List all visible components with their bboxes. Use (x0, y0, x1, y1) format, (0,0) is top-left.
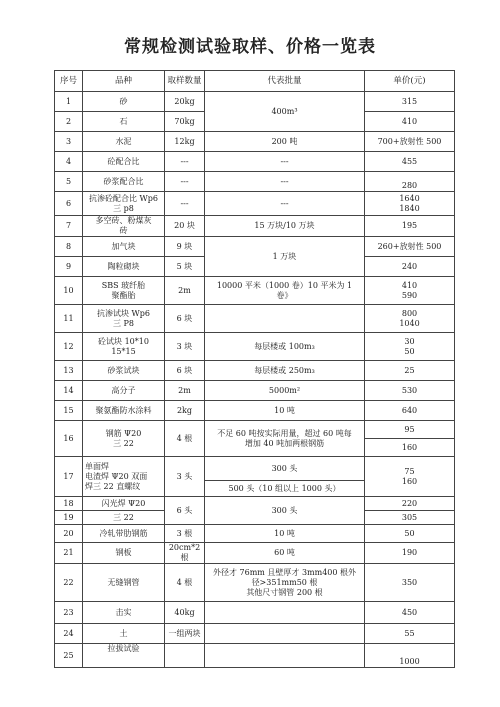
cell-qty: 6 块 (165, 361, 205, 381)
table-row (55, 216, 455, 237)
cell-price: 280 (365, 172, 455, 192)
cell-price: 350 (365, 564, 455, 602)
cell-no: 13 (55, 361, 83, 381)
cell-no: 9 (55, 257, 83, 277)
header-qty: 取样数量 (165, 71, 205, 92)
cell-batch: 5000m² (205, 381, 365, 401)
table-row (55, 525, 455, 543)
header-item: 品种 (83, 71, 165, 92)
table-row (55, 92, 455, 112)
cell-qty: 20cm*2 根 (165, 543, 205, 564)
cell-price: 220 (365, 497, 455, 511)
cell-price: 455 (365, 152, 455, 172)
table-row (55, 457, 455, 481)
cell-price: 55 (365, 624, 455, 644)
table-row (55, 624, 455, 644)
cell-batch: 10 吨 (205, 525, 365, 543)
cell-item: 钢板 (83, 543, 165, 564)
cell-price: 25 (365, 361, 455, 381)
cell-price: 530 (365, 381, 455, 401)
cell-item: 钢筋 Ψ20 三 22 (83, 421, 165, 457)
table-row (55, 237, 455, 257)
cell-item: 闪光焊 Ψ20 (83, 497, 165, 511)
cell-item: 砼配合比 (83, 152, 165, 172)
cell-qty: 9 块 (165, 237, 205, 257)
header-price: 单价(元) (365, 71, 455, 92)
cell-item: 砂浆试块 (83, 361, 165, 381)
cell-qty: 2m (165, 277, 205, 305)
cell-qty: 5 块 (165, 257, 205, 277)
cell-qty: 6 头 (165, 497, 205, 525)
cell-item: 多空砖、粉煤灰 砖 (83, 216, 165, 237)
cell-item: 加气块 (83, 237, 165, 257)
cell-no: 19 (55, 511, 83, 525)
header-batch: 代表批量 (205, 71, 365, 92)
cell-qty: 4 根 (165, 564, 205, 602)
cell-no: 20 (55, 525, 83, 543)
cell-price: 240 (365, 257, 455, 277)
table-row (55, 152, 455, 172)
table-row (55, 644, 455, 668)
cell-batch: 10000 平米（1000 卷）10 平米为 1 卷》 (205, 277, 365, 305)
cell-qty: 2kg (165, 401, 205, 421)
cell-no: 21 (55, 543, 83, 564)
cell-price: 410 590 (365, 277, 455, 305)
cell-item: 冷轧带肋钢筋 (83, 525, 165, 543)
cell-batch (205, 624, 365, 644)
cell-no: 15 (55, 401, 83, 421)
cell-no: 18 (55, 497, 83, 511)
cell-batch: --- (205, 172, 365, 192)
cell-qty: 40kg (165, 602, 205, 624)
cell-no: 5 (55, 172, 83, 192)
cell-item: 击实 (83, 602, 165, 624)
cell-batch (205, 644, 365, 668)
cell-item: 抗渗砼配合比 Wp6 三 p8 (83, 192, 165, 216)
cell-qty: 6 块 (165, 305, 205, 333)
cell-price: 800 1040 (365, 305, 455, 333)
cell-batch: 500 头（10 组以上 1000 头） (205, 481, 365, 497)
cell-no: 25 (55, 644, 83, 668)
cell-item: 抗渗试块 Wp6 三 P8 (83, 305, 165, 333)
cell-price: 410 (365, 112, 455, 132)
cell-price: 305 (365, 511, 455, 525)
cell-no: 2 (55, 112, 83, 132)
cell-no: 4 (55, 152, 83, 172)
cell-price: 190 (365, 543, 455, 564)
cell-item: 石 (83, 112, 165, 132)
cell-item: 水泥 (83, 132, 165, 152)
cell-item: 拉拔试验 (83, 644, 165, 668)
cell-price: 450 (365, 602, 455, 624)
cell-no: 11 (55, 305, 83, 333)
cell-no: 14 (55, 381, 83, 401)
cell-batch: 60 吨 (205, 543, 365, 564)
cell-batch: 300 头 (205, 497, 365, 525)
cell-batch: 200 吨 (205, 132, 365, 152)
table-row (55, 564, 455, 602)
cell-qty: --- (165, 192, 205, 216)
cell-batch: 400m³ (205, 92, 365, 132)
cell-batch: 10 吨 (205, 401, 365, 421)
cell-no: 3 (55, 132, 83, 152)
table-row (55, 361, 455, 381)
cell-batch: 300 头 (205, 457, 365, 481)
cell-qty (165, 644, 205, 668)
cell-price: 260+放射性 500 (365, 237, 455, 257)
cell-batch: --- (205, 152, 365, 172)
price-table (54, 70, 455, 668)
cell-batch: 每层楼或 250m₃ (205, 361, 365, 381)
cell-qty: 3 头 (165, 457, 205, 497)
cell-item: 砼试块 10*10 15*15 (83, 333, 165, 361)
table-header-row (55, 71, 455, 92)
cell-no: 6 (55, 192, 83, 216)
table-row (55, 602, 455, 624)
cell-qty: 12kg (165, 132, 205, 152)
cell-batch (205, 602, 365, 624)
cell-price: 700+放射性 500 (365, 132, 455, 152)
cell-batch: 不足 60 吨按实际用量，超过 60 吨每 增加 40 吨加两根钢筋 (205, 421, 365, 457)
cell-qty: 4 根 (165, 421, 205, 457)
cell-batch: --- (205, 192, 365, 216)
cell-price: 1640 1840 (365, 192, 455, 216)
table-row (55, 277, 455, 305)
cell-qty: 一组两块 (165, 624, 205, 644)
table-row (55, 401, 455, 421)
cell-no: 10 (55, 277, 83, 305)
table-row (55, 305, 455, 333)
cell-item: 无缝钢管 (83, 564, 165, 602)
cell-price: 640 (365, 401, 455, 421)
cell-qty: --- (165, 152, 205, 172)
cell-no: 23 (55, 602, 83, 624)
cell-no: 17 (55, 457, 83, 497)
cell-no: 7 (55, 216, 83, 237)
cell-no: 12 (55, 333, 83, 361)
cell-item: SBS 玻纤胎 聚酯胎 (83, 277, 165, 305)
table-row (55, 172, 455, 192)
cell-item: 高分子 (83, 381, 165, 401)
cell-price: 315 (365, 92, 455, 112)
cell-price: 195 (365, 216, 455, 237)
table-row (55, 132, 455, 152)
cell-item: 土 (83, 624, 165, 644)
cell-batch: 15 万块/10 万块 (205, 216, 365, 237)
cell-item: 三 22 (83, 511, 165, 525)
cell-price: 75 160 (365, 457, 455, 497)
cell-item: 砂 (83, 92, 165, 112)
cell-no: 8 (55, 237, 83, 257)
cell-item: 陶粒砌块 (83, 257, 165, 277)
cell-qty: 2m (165, 381, 205, 401)
cell-qty: 20kg (165, 92, 205, 112)
cell-price: 1000 (365, 644, 455, 668)
cell-batch: 每层楼或 100m₃ (205, 333, 365, 361)
table-row (55, 381, 455, 401)
cell-qty: --- (165, 172, 205, 192)
cell-item: 单面焊 电渣焊 Ψ20 双面 焊三 22 直螺纹 (83, 457, 165, 497)
cell-no: 1 (55, 92, 83, 112)
cell-qty: 70kg (165, 112, 205, 132)
page-title: 常规检测试验取样、价格一览表 (124, 37, 376, 57)
cell-batch: 外径才 76mm 且壁厚才 3mm400 根外 径>351mm50 根 其他尺寸钢管 200 根 (205, 564, 365, 602)
table-row (55, 192, 455, 216)
table-row (55, 543, 455, 564)
cell-item: 砂浆配合比 (83, 172, 165, 192)
cell-batch: 1 万块 (205, 237, 365, 277)
cell-item: 聚氨酯防水涂料 (83, 401, 165, 421)
header-no: 序号 (55, 71, 83, 92)
table-row (55, 497, 455, 511)
cell-no: 24 (55, 624, 83, 644)
cell-price: 160 (365, 439, 455, 457)
cell-no: 22 (55, 564, 83, 602)
cell-price: 50 (365, 525, 455, 543)
cell-price: 30 50 (365, 333, 455, 361)
cell-qty: 3 块 (165, 333, 205, 361)
cell-qty: 20 块 (165, 216, 205, 237)
table-row (55, 421, 455, 439)
cell-no: 16 (55, 421, 83, 457)
cell-price: 95 (365, 421, 455, 439)
table-row (55, 333, 455, 361)
cell-qty: 3 根 (165, 525, 205, 543)
cell-batch (205, 305, 365, 333)
